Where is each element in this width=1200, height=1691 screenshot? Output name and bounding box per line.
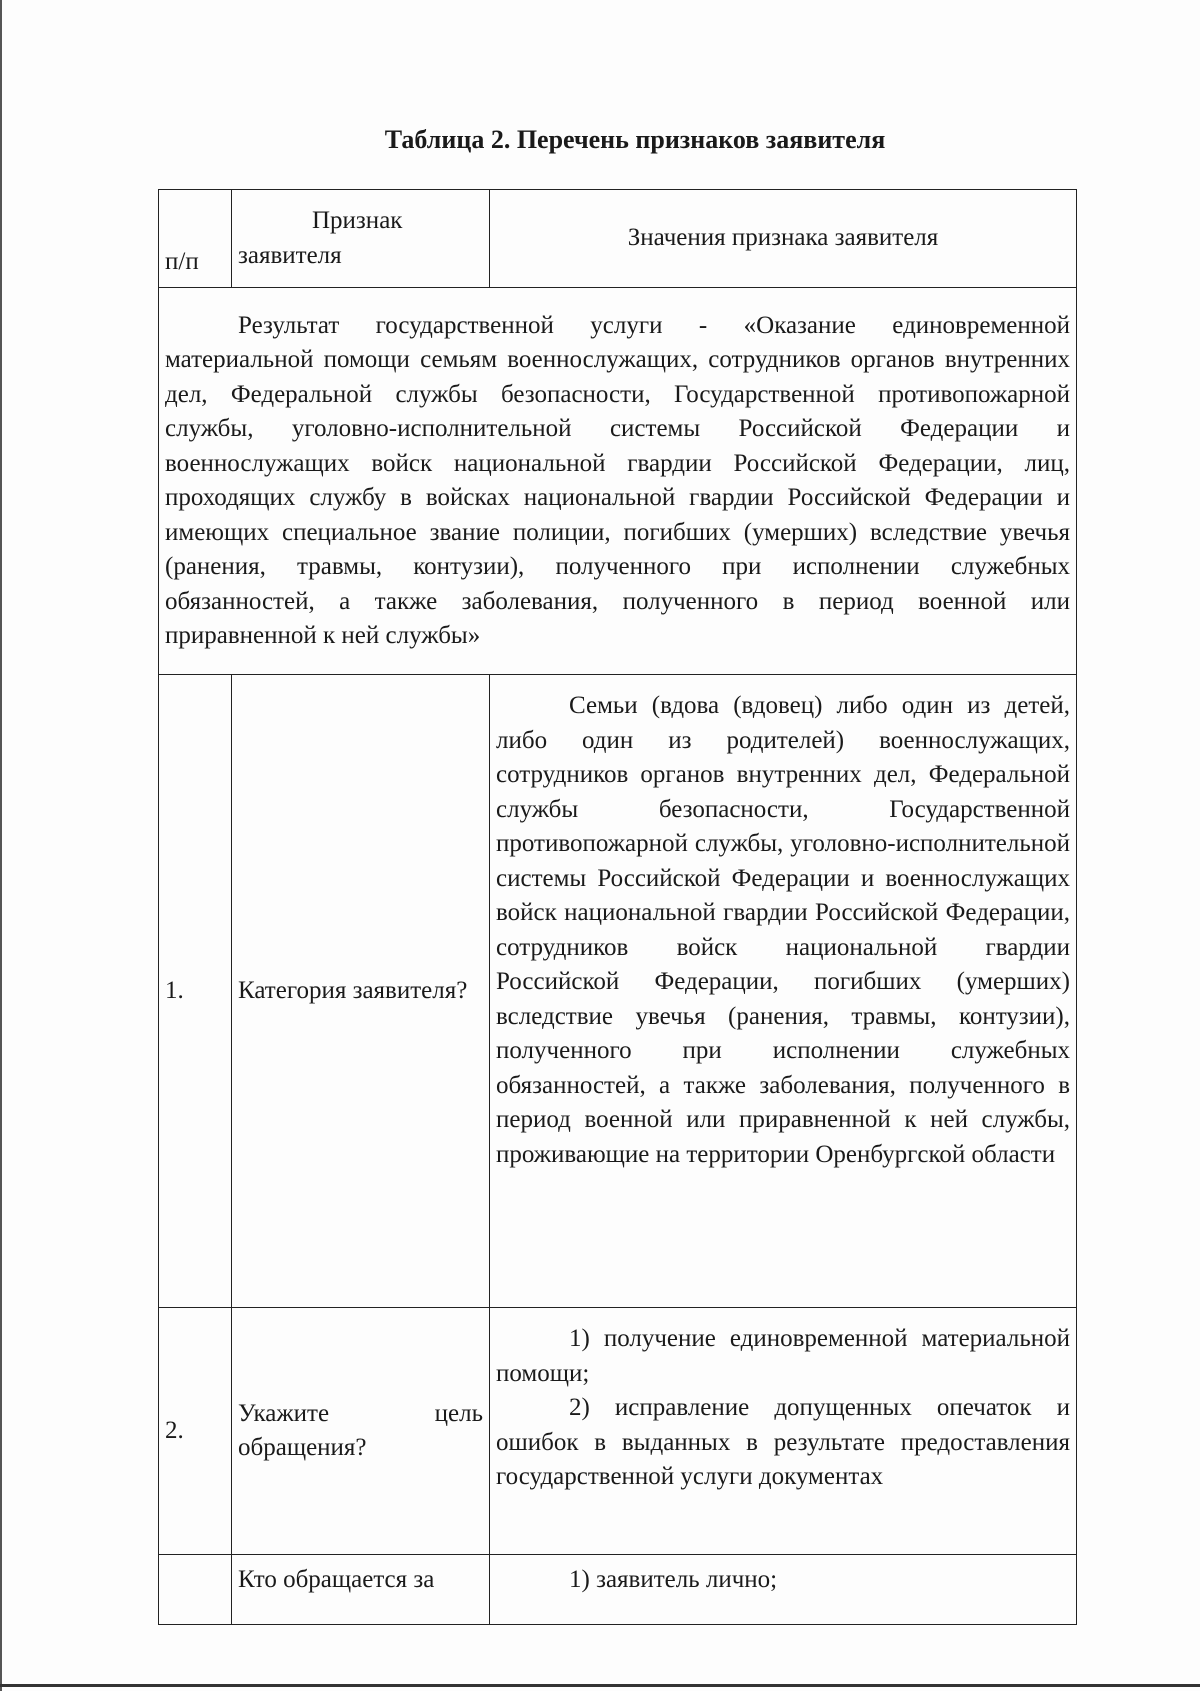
row-num: 2. [159,1308,232,1555]
header-num: п/п [159,190,232,288]
row-value-paragraph: 2) исправление допущенных опечаток и ошибок в выданных в результате предоставления государственной услуги документах [496,1394,1070,1490]
row-value-paragraph: 1) заявитель лично; [569,1566,778,1593]
result-row [159,288,1077,675]
header-sign-line1: Признак [312,207,403,234]
applicant-features-table [158,189,1077,1625]
row-num [159,1555,232,1625]
result-cell [159,288,1077,675]
row-values [490,675,1077,1308]
header-sign-line2: заявителя [238,241,342,269]
scan-bottom-edge [0,1684,1200,1687]
row-value-paragraph: 1) получение единовременной материальной помощи; [496,1325,1070,1387]
header-values: Значения признака заявителя [490,190,1077,288]
row-values [490,1308,1077,1555]
row-sign: Категория заявителя? [232,675,490,1308]
row-value-paragraph: Семьи (вдова (вдовец) либо один из детей, либо один из родителей) военнослужащих, сотрудников органов внутренних дел, Федеральной службы безопасности, Государственной противопожарной службы, уголовно-исполнительной системы Российской Федерации и военнослужащих войск национальной гвардии Российской Федерации, сотрудников войск национальной гвардии Российской Федерации, погибших (умерших) вследствие увечья (ранения, травмы, контузии), полученного при исполнении служебных обязанностей, а также заболевания, полученного в период военной или приравненной к ней службы, проживающие на территории Оренбургской области [496,692,1070,1168]
table-title: Таблица 2. Перечень признаков заявителя [384,125,886,154]
row-num: 1. [159,675,232,1308]
row-values [490,1555,1077,1625]
result-text: Результат государственной услуги - «Оказание единовременной материальной помощи семьям военнослужащих, сотрудников органов внутренних дел, Федеральной службы безопасности, Государственной противопожарной службы, уголовно-исполнительной системы Российской Федерации и военнослужащих войск национальной гвардии Российской Федерации, лиц, проходящих службу в войсках национальной гвардии Российской Федерации и имеющих специальное звание полиции, погибших (умерших) вследствие увечья (ранения, травмы, контузии), полученного при исполнении служебных обязанностей, а также заболевания, полученного в период военной или приравненной к ней службы» [165,311,1070,649]
table-row [159,1555,1077,1625]
header-sign [232,190,490,288]
row-sign: Кто обращается за [232,1555,490,1625]
table-row [159,675,1077,1308]
row-sign: Укажите цель обращения? [232,1308,490,1555]
scan-left-edge [0,0,2,1691]
table-row [159,1308,1077,1555]
table-header-row [159,190,1077,288]
